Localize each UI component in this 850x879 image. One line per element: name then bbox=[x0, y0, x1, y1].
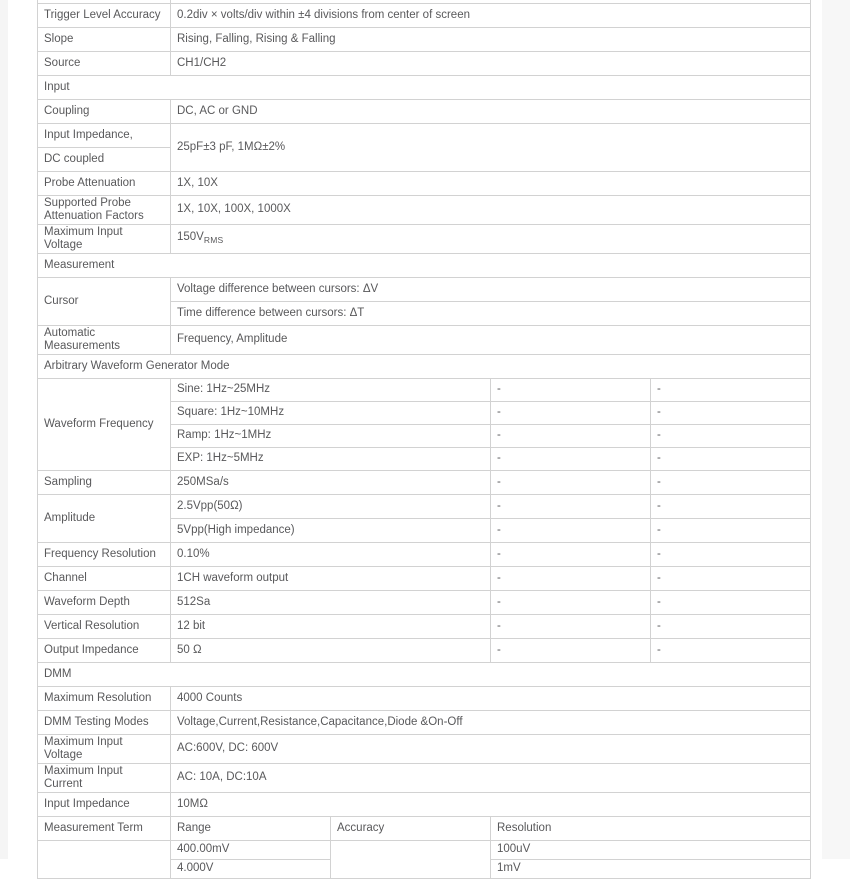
dash-cell: - bbox=[651, 401, 811, 424]
column-header-cell: Measurement Term bbox=[38, 816, 171, 840]
table-row bbox=[38, 816, 811, 840]
spec-value-cell: Frequency, Amplitude bbox=[171, 325, 811, 354]
table-row bbox=[38, 470, 811, 494]
spec-label-cell: Coupling bbox=[38, 99, 171, 123]
spec-value-cell: 50 Ω bbox=[171, 638, 491, 662]
dash-cell: - bbox=[491, 590, 651, 614]
spec-value-cell: Voltage difference between cursors: ΔV bbox=[171, 277, 811, 301]
section-header-cell: Measurement bbox=[38, 253, 811, 277]
spec-value-cell: 2.5Vpp(50Ω) bbox=[171, 494, 491, 518]
spec-value-cell: Rising, Falling, Rising & Falling bbox=[171, 27, 811, 51]
spec-label-cell: Automatic Measurements bbox=[38, 325, 171, 354]
dash-cell: - bbox=[651, 518, 811, 542]
spec-label-cell: Maximum Input Current bbox=[38, 763, 171, 792]
spec-label-cell: Frequency Resolution bbox=[38, 542, 171, 566]
table-row bbox=[38, 662, 811, 686]
dash-cell: - bbox=[651, 542, 811, 566]
spec-label-cell: Slope bbox=[38, 27, 171, 51]
spec-value-cell: 512Sa bbox=[171, 590, 491, 614]
spec-label-cell: Cursor bbox=[38, 277, 171, 325]
value-subscript: RMS bbox=[203, 234, 224, 245]
table-row bbox=[38, 710, 811, 734]
table-row bbox=[38, 195, 811, 224]
range-cell: 4.000V bbox=[171, 859, 331, 878]
spec-value-cell: CH1/CH2 bbox=[171, 51, 811, 75]
dash-cell: - bbox=[491, 542, 651, 566]
table-row bbox=[38, 51, 811, 75]
table-row bbox=[38, 840, 811, 859]
spec-value-cell: Sine: 1Hz~25MHz bbox=[171, 378, 491, 401]
spec-value-cell: 5Vpp(High impedance) bbox=[171, 518, 491, 542]
column-header-cell: Accuracy bbox=[331, 816, 491, 840]
spec-value-cell: 0.2div × volts/div within ±4 divisions from center of screen bbox=[171, 3, 811, 27]
dash-cell: - bbox=[651, 638, 811, 662]
table-row bbox=[38, 3, 811, 27]
dash-cell: - bbox=[651, 590, 811, 614]
spec-label-cell: Output Impedance bbox=[38, 638, 171, 662]
spec-value-cell: EXP: 1Hz~5MHz bbox=[171, 447, 491, 470]
dash-cell: - bbox=[491, 614, 651, 638]
spec-value-cell: Ramp: 1Hz~1MHz bbox=[171, 424, 491, 447]
spec-label-cell: Sampling bbox=[38, 470, 171, 494]
spec-label-cell: Probe Attenuation bbox=[38, 171, 171, 195]
value-text: 150V bbox=[177, 230, 204, 243]
spec-value-cell: 1CH waveform output bbox=[171, 566, 491, 590]
spec-value-cell: 25pF±3 pF, 1MΩ±2% bbox=[171, 123, 811, 171]
dash-cell: - bbox=[651, 614, 811, 638]
dash-cell: - bbox=[651, 378, 811, 401]
table-row bbox=[38, 734, 811, 763]
table-row bbox=[38, 277, 811, 301]
dash-cell: - bbox=[651, 566, 811, 590]
page-margin-right bbox=[822, 0, 850, 859]
table-row bbox=[38, 27, 811, 51]
spec-value-cell: DC, AC or GND bbox=[171, 99, 811, 123]
table-row bbox=[38, 99, 811, 123]
table-row bbox=[38, 354, 811, 378]
spec-value-cell: Voltage,Current,Resistance,Capacitance,Diode &On-Off bbox=[171, 710, 811, 734]
table-row bbox=[38, 123, 811, 147]
spec-value-cell: AC:600V, DC: 600V bbox=[171, 734, 811, 763]
spec-value-cell: Square: 1Hz~10MHz bbox=[171, 401, 491, 424]
section-header-cell: Input bbox=[38, 75, 811, 99]
dash-cell: - bbox=[491, 378, 651, 401]
spec-value-cell: 12 bit bbox=[171, 614, 491, 638]
dash-cell: - bbox=[491, 447, 651, 470]
spec-value-cell: 4000 Counts bbox=[171, 686, 811, 710]
spec-label-cell: Maximum Resolution bbox=[38, 686, 171, 710]
table-row bbox=[38, 542, 811, 566]
table-row bbox=[38, 590, 811, 614]
table-row bbox=[38, 325, 811, 354]
table-row bbox=[38, 171, 811, 195]
table-row bbox=[38, 494, 811, 518]
spec-value-cell: 1X, 10X, 100X, 1000X bbox=[171, 195, 811, 224]
table-row bbox=[38, 763, 811, 792]
section-header-cell: DMM bbox=[38, 662, 811, 686]
dash-cell: - bbox=[651, 424, 811, 447]
table-row bbox=[38, 566, 811, 590]
spec-label-cell: DMM Testing Modes bbox=[38, 710, 171, 734]
spec-value-cell: 10MΩ bbox=[171, 792, 811, 816]
spec-value-cell bbox=[171, 224, 811, 253]
spec-value-cell: Time difference between cursors: ΔT bbox=[171, 301, 811, 325]
dash-cell: - bbox=[651, 494, 811, 518]
dash-cell: - bbox=[491, 518, 651, 542]
spec-label-cell: Source bbox=[38, 51, 171, 75]
spec-label-cell: Waveform Frequency bbox=[38, 378, 171, 470]
table-row bbox=[38, 75, 811, 99]
accuracy-cell bbox=[331, 840, 491, 878]
spec-label-cell: Maximum Input Voltage bbox=[38, 734, 171, 763]
spec-label-cell: Input Impedance bbox=[38, 792, 171, 816]
section-header-cell: Arbitrary Waveform Generator Mode bbox=[38, 354, 811, 378]
specification-table bbox=[37, 0, 811, 879]
table-row bbox=[38, 378, 811, 401]
column-header-cell: Resolution bbox=[491, 816, 811, 840]
spec-label-cell: Vertical Resolution bbox=[38, 614, 171, 638]
spec-label-cell: Input Impedance, bbox=[38, 123, 171, 147]
spec-label-cell: Waveform Depth bbox=[38, 590, 171, 614]
spec-label-cell: Amplitude bbox=[38, 494, 171, 542]
table-row bbox=[38, 253, 811, 277]
column-header-cell: Range bbox=[171, 816, 331, 840]
table-row bbox=[38, 686, 811, 710]
table-row bbox=[38, 614, 811, 638]
dash-cell: - bbox=[491, 401, 651, 424]
page-margin-left bbox=[0, 0, 8, 859]
table-row bbox=[38, 792, 811, 816]
spec-value-cell: AC: 10A, DC:10A bbox=[171, 763, 811, 792]
table-row bbox=[38, 224, 811, 253]
dash-cell: - bbox=[491, 566, 651, 590]
spec-label-cell: Trigger Level Accuracy bbox=[38, 3, 171, 27]
resolution-cell: 100uV bbox=[491, 840, 811, 859]
range-cell: 400.00mV bbox=[171, 840, 331, 859]
spec-label-cell: Supported Probe Attenuation Factors bbox=[38, 195, 171, 224]
spec-label-cell: Maximum Input Voltage bbox=[38, 224, 171, 253]
spec-value-cell: 0.10% bbox=[171, 542, 491, 566]
table-row bbox=[38, 638, 811, 662]
dash-cell: - bbox=[491, 638, 651, 662]
spec-value-cell: 1X, 10X bbox=[171, 171, 811, 195]
dash-cell: - bbox=[651, 470, 811, 494]
term-cell bbox=[38, 840, 171, 878]
spec-label-cell: DC coupled bbox=[38, 147, 171, 171]
resolution-cell: 1mV bbox=[491, 859, 811, 878]
spec-value-cell: 250MSa/s bbox=[171, 470, 491, 494]
spec-label-cell: Channel bbox=[38, 566, 171, 590]
dash-cell: - bbox=[491, 494, 651, 518]
dash-cell: - bbox=[491, 424, 651, 447]
dash-cell: - bbox=[491, 470, 651, 494]
dash-cell: - bbox=[651, 447, 811, 470]
